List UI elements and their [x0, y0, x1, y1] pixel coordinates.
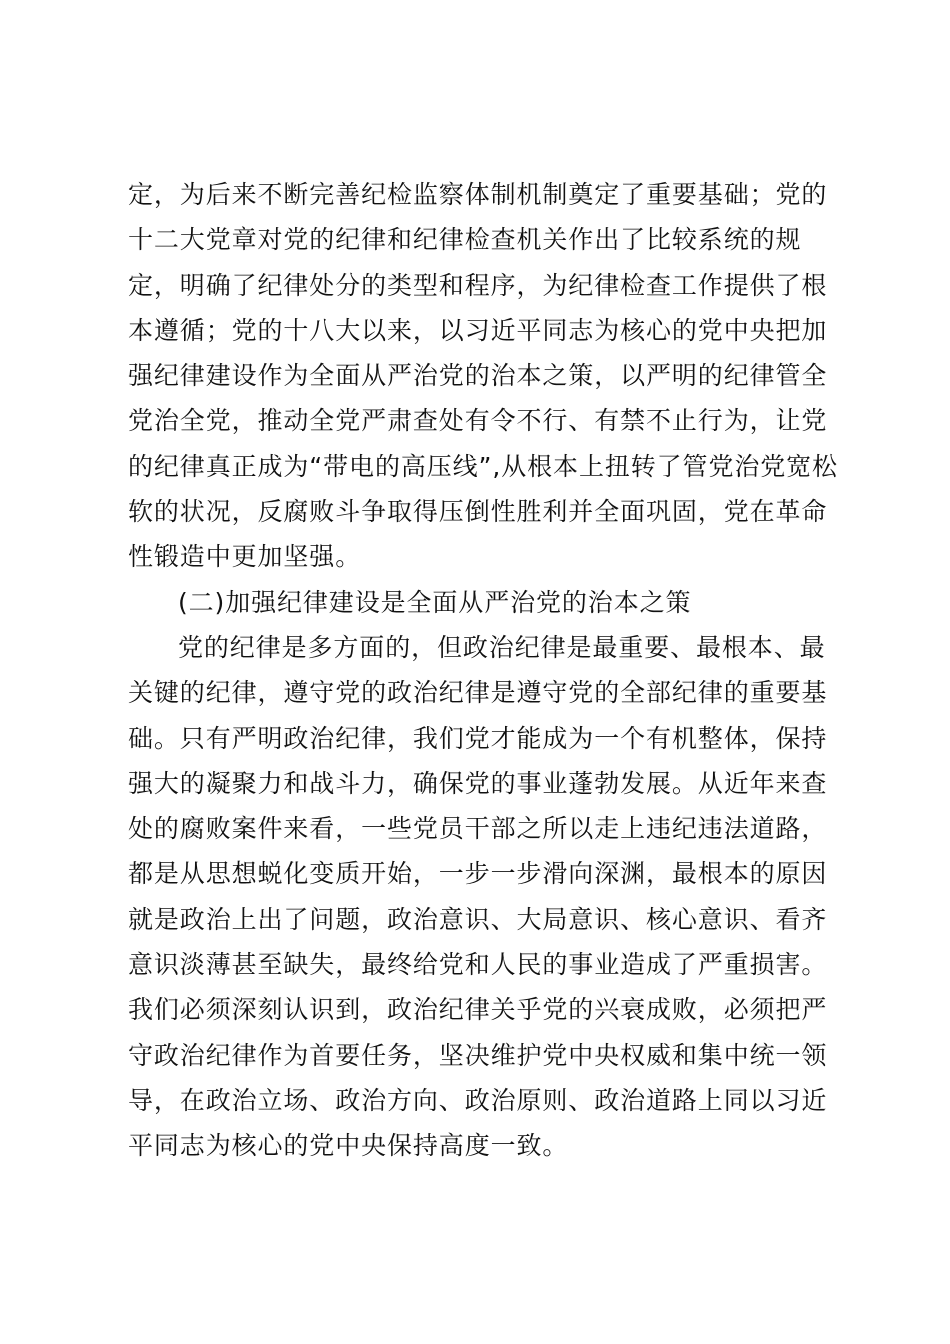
- text-line: 处的腐败案件来看，一些党员干部之所以走上违纪违法道路，: [128, 814, 828, 844]
- text-line: 础。只有严明政治纪律，我们党才能成为一个有机整体，保持: [128, 723, 828, 753]
- text-line: 定，为后来不断完善纪检监察体制机制奠定了重要基础；党的: [128, 180, 828, 209]
- body-text: [128, 172, 838, 1169]
- text-line: 平同志为核心的党中央保持高度一致。: [128, 1131, 569, 1161]
- text-line: 的纪律真正成为“带电的高压线”,从根本上扭转了管党治党宽松: [128, 451, 838, 481]
- text-line: 关键的纪律，遵守党的政治纪律是遵守党的全部纪律的重要基: [128, 678, 828, 708]
- text-line: 性锻造中更加坚强。: [128, 542, 362, 572]
- text-line: 本遵循；党的十八大以来，以习近平同志为核心的党中央把加: [128, 315, 828, 345]
- text-line: 就是政治上出了问题，政治意识、大局意识、核心意识、看齐: [128, 904, 828, 934]
- text-line: 强纪律建设作为全面从严治党的治本之策，以严明的纪律管全: [128, 361, 828, 391]
- text-line: 十二大党章对党的纪律和纪律检查机关作出了比较系统的规: [128, 225, 802, 255]
- text-line: 守政治纪律作为首要任务，坚决维护党中央权威和集中统一领: [128, 1040, 828, 1070]
- text-line: 软的状况，反腐败斗争取得压倒性胜利并全面巩固，党在革命: [128, 497, 828, 527]
- section-heading: (二)加强纪律建设是全面从严治党的治本之策: [178, 587, 692, 617]
- text-line: 都是从思想蜕化变质开始，一步一步滑向深渊，最根本的原因: [128, 859, 828, 889]
- text-line: 定，明确了纪律处分的类型和程序，为纪律检查工作提供了根: [128, 270, 828, 300]
- text-line: 我们必须深刻认识到，政治纪律关乎党的兴衰成败，必须把严: [128, 995, 828, 1025]
- text-line: 意识淡薄甚至缺失，最终给党和人民的事业造成了严重损害。: [128, 950, 828, 980]
- text-line: 党治全党，推动全党严肃查处有令不行、有禁不止行为，让党: [128, 406, 828, 436]
- text-line: 导，在政治立场、政治方向、政治原则、政治道路上同以习近: [128, 1085, 828, 1115]
- text-line: 强大的凝聚力和战斗力，确保党的事业蓬勃发展。从近年来查: [128, 768, 828, 798]
- paragraph-first-line: 党的纪律是多方面的，但政治纪律是最重要、最根本、最: [178, 632, 826, 662]
